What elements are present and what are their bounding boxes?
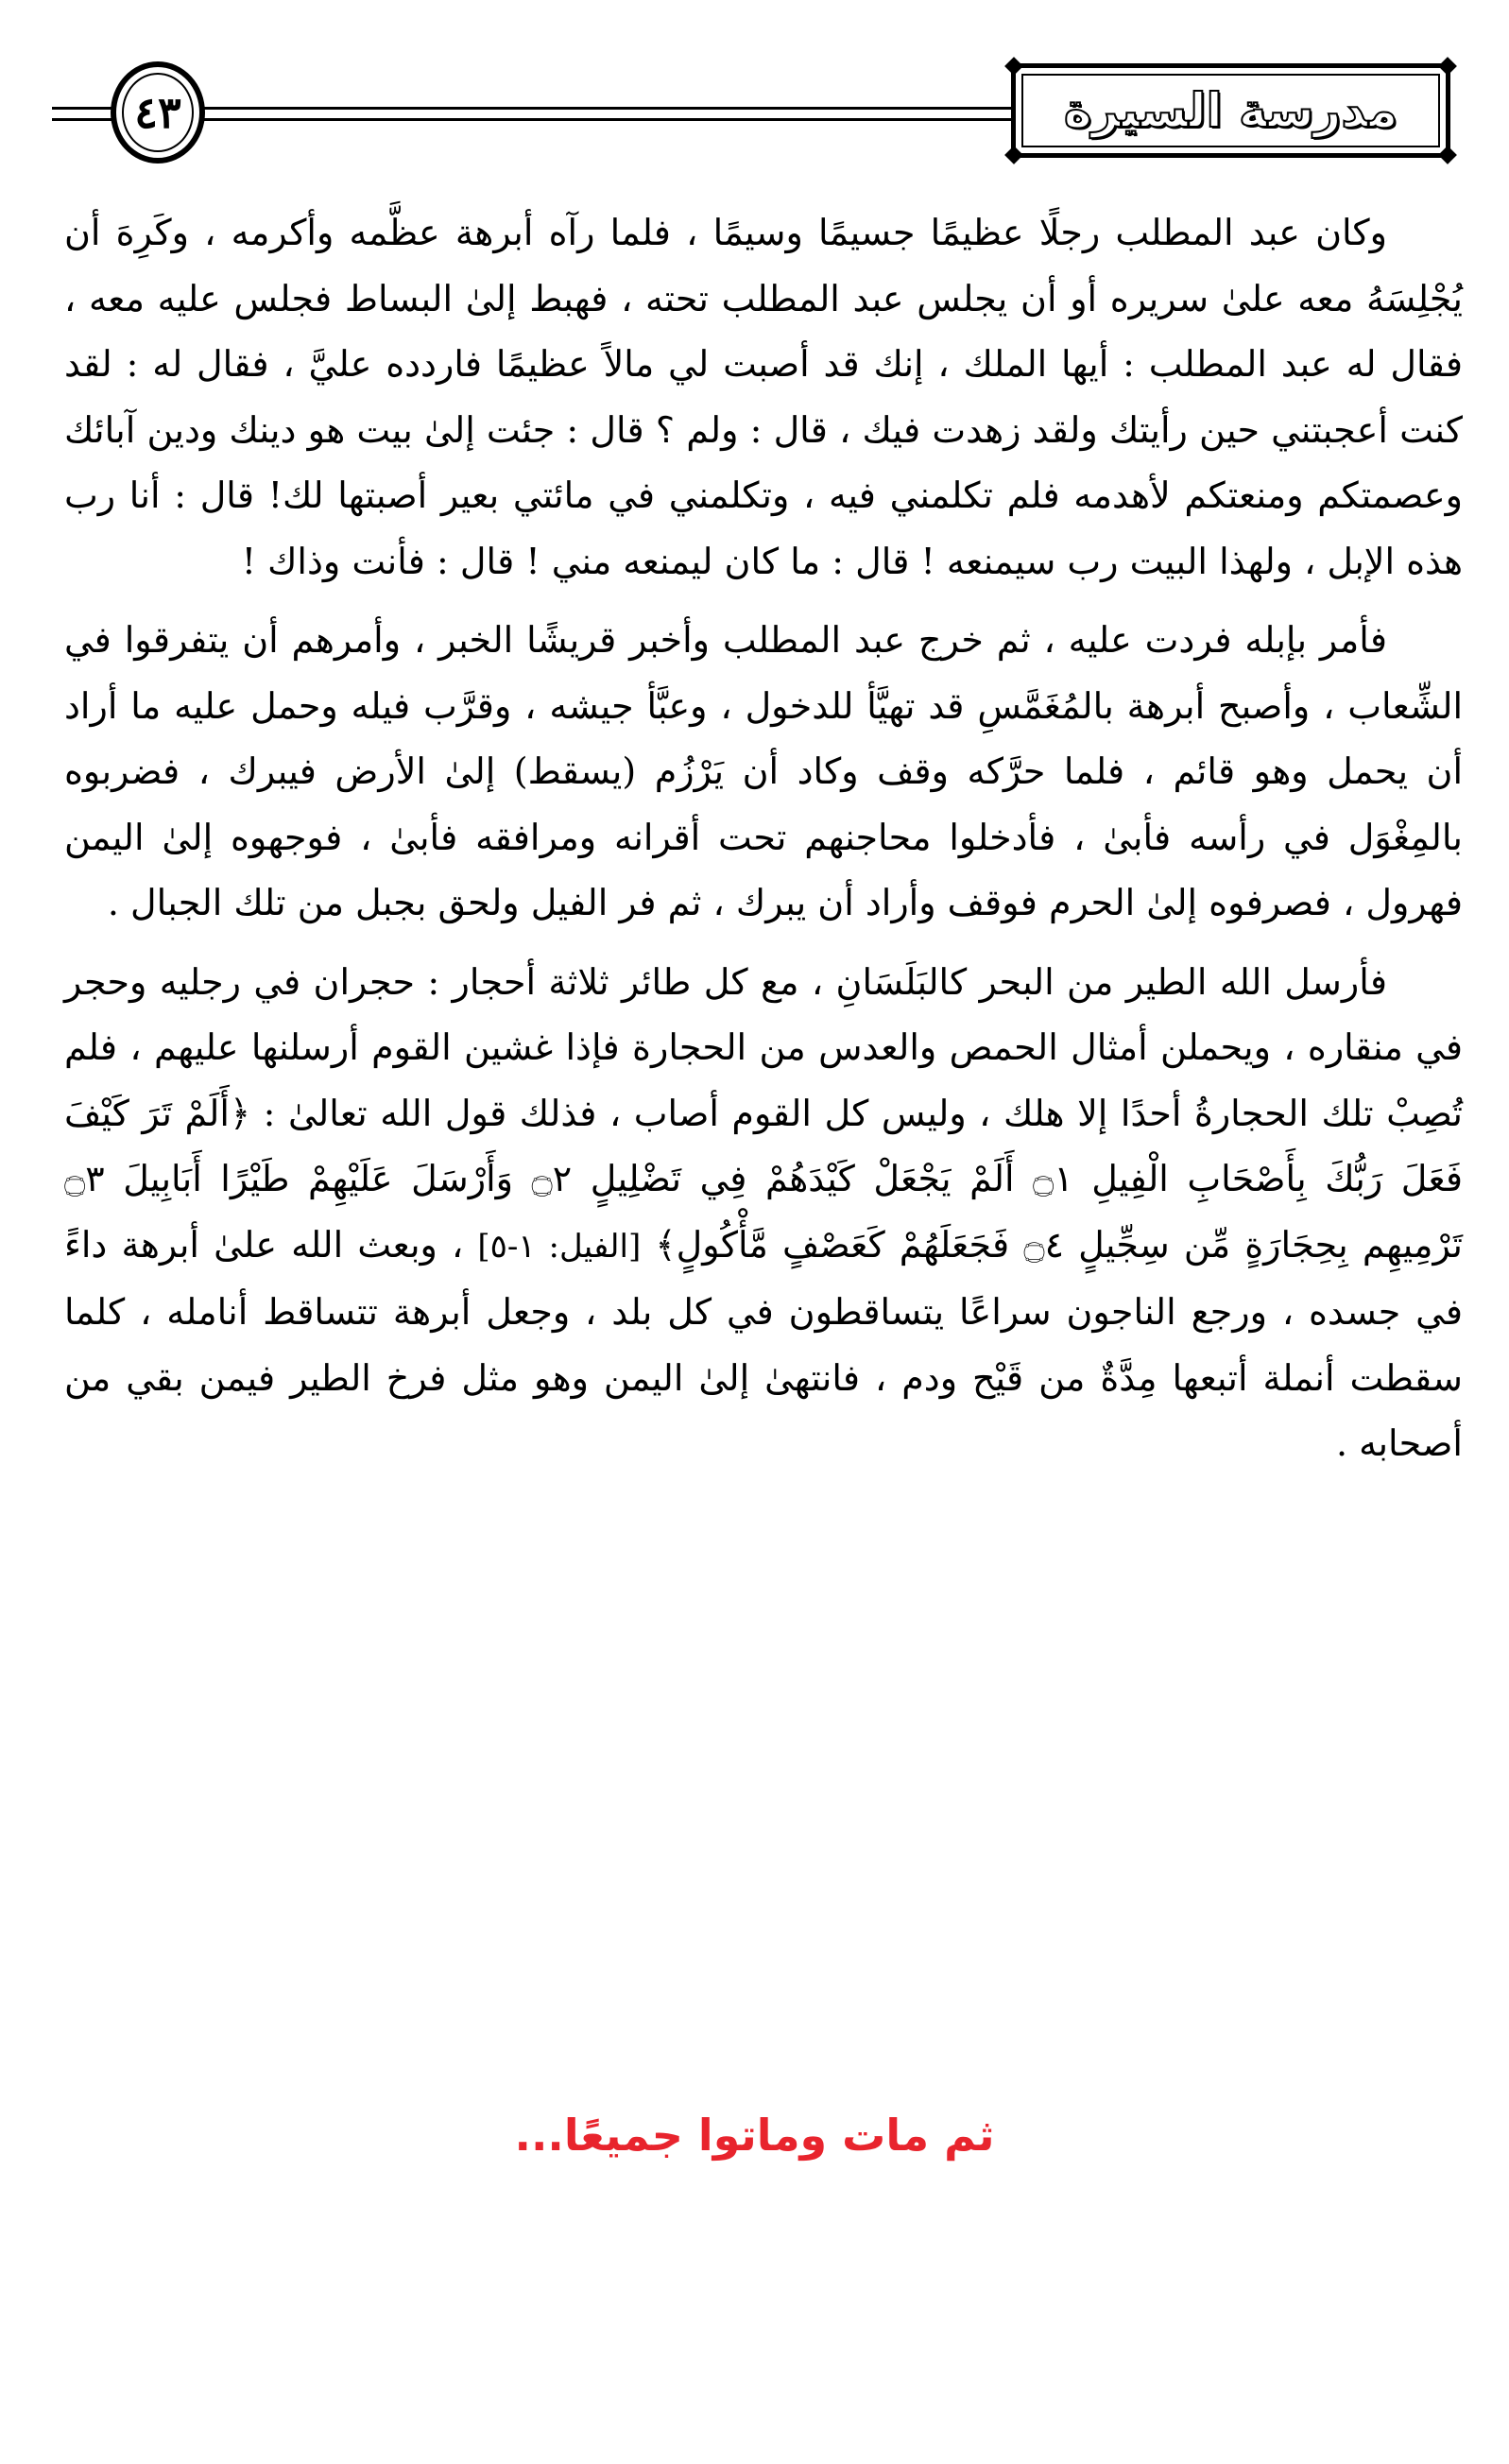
page-header xyxy=(52,52,1450,175)
section-title-frame xyxy=(1011,63,1450,158)
ornament-corner xyxy=(1004,57,1023,76)
ornament-corner xyxy=(1004,146,1023,164)
paragraph xyxy=(64,950,1463,1477)
closing-line: ثم مات وماتوا جميعًا... xyxy=(514,2110,995,2161)
verse-reference: [الفيل: ١-٥] xyxy=(477,1227,642,1266)
page-number-badge xyxy=(111,61,205,164)
header-rule xyxy=(203,107,1016,110)
page-number: ٤٣ xyxy=(134,87,181,138)
paragraph: فأمر بإبله فردت عليه ، ثم خرج عبد المطلب وأخبر قريشًا الخبر ، وأمرهم أن يتفرقوا في الشِّعاب ، وأصبح أبرهة بالمُغَمَّسِ قد تهيَّأ للدخول ، وعبَّأ جيشه ، وقرَّب فيله وحمل عليه ما أراد أن يحمل وهو قائم ، فلما حرَّكه وقف وكاد أن يَرْزُم (يسقط) إلىٰ الأرض فيبرك ، فضربوه بالمِغْوَل في رأسه فأبىٰ ، فأدخلوا محاجنهم تحت أقرانه ومرافقه فأبىٰ ، فوجهوه إلىٰ اليمن فهرول ، فصرفوه إلىٰ الحرم فوقف وأراد أن يبرك ، ثم فر الفيل ولحق بجبل من تلك الجبال . xyxy=(64,619,1463,923)
paragraph: وكان عبد المطلب رجلًا عظيمًا جسيمًا وسيمًا ، فلما رآه أبرهة عظَّمه وأكرمه ، وكَرِهَ أن يُجْلِسَهُ معه علىٰ سريره أو أن يجلس عبد المطلب تحته ، فهبط إلىٰ البساط فجلس عليه معه ، فقال له عبد المطلب : أيها الملك ، إنك قد أصبت لي مالاً عظيمًا فاردده عليَّ ، فقال له : لقد كنت أعجبتني حين رأيتك ولقد زهدت فيك ، قال : ولم ؟ قال : جئت إلىٰ بيت هو دينك ودين آبائك وعصمتكم ومنعتكم لأهدمه فلم تكلمني فيه ، وتكلمني في مائتي بعير أصبتها لك! قال : أنا رب هذه الإبل ، ولهذا البيت رب سيمنعه ! قال : ما كان ليمنعه مني ! قال : فأنت وذاك ! xyxy=(64,212,1463,582)
quran-verse: ﴿أَلَمْ تَرَ كَيْفَ فَعَلَ رَبُّكَ بِأَصْحَابِ الْفِيلِ ۝١ أَلَمْ يَجْعَلْ كَيْدَهُمْ فِي تَضْلِيلٍ ۝٢ وَأَرْسَلَ عَلَيْهِمْ طَيْرًا أَبَابِيلَ ۝٣ تَرْمِيهِم بِحِجَارَةٍ مِّن سِجِّيلٍ ۝٤ فَجَعَلَهُمْ كَعَصْفٍ مَّأْكُولٍ﴾ xyxy=(64,1092,1463,1266)
paragraph-text: فأرسل الله الطير من البحر كالبَلَسَانِ ، مع كل طائر ثلاثة أحجار : حجران في رجليه وحجر في منقاره ، ويحملن أمثال الحمص والعدس من الحجارة فإذا غشين القوم أرسلنها عليهم ، فلم تُصِبْ تلك الحجارةُ أحدًا إلا هلك ، وليس كل القوم أصاب ، فذلك قول الله تعالىٰ : xyxy=(64,960,1463,1134)
ornament-corner xyxy=(1438,57,1457,76)
section-title: مدرسة السيرة xyxy=(1063,83,1398,138)
header-rule xyxy=(52,107,116,110)
header-rule xyxy=(52,118,116,121)
header-rule xyxy=(203,118,1016,121)
page-body xyxy=(64,200,1463,1490)
ornament-corner xyxy=(1438,146,1457,164)
paragraph-text: ، وبعث الله علىٰ أبرهة داءً في جسده ، ورجع الناجون سراعًا يتساقطون في كل بلد ، وجعل أبرهة تتساقط أنامله ، كلما سقطت أنملة أتبعها مِدَّةٌ من قَيْح ودم ، فانتهىٰ إلىٰ اليمن وهو مثل فرخ الطير فيمن بقي من أصحابه . xyxy=(64,1223,1463,1464)
